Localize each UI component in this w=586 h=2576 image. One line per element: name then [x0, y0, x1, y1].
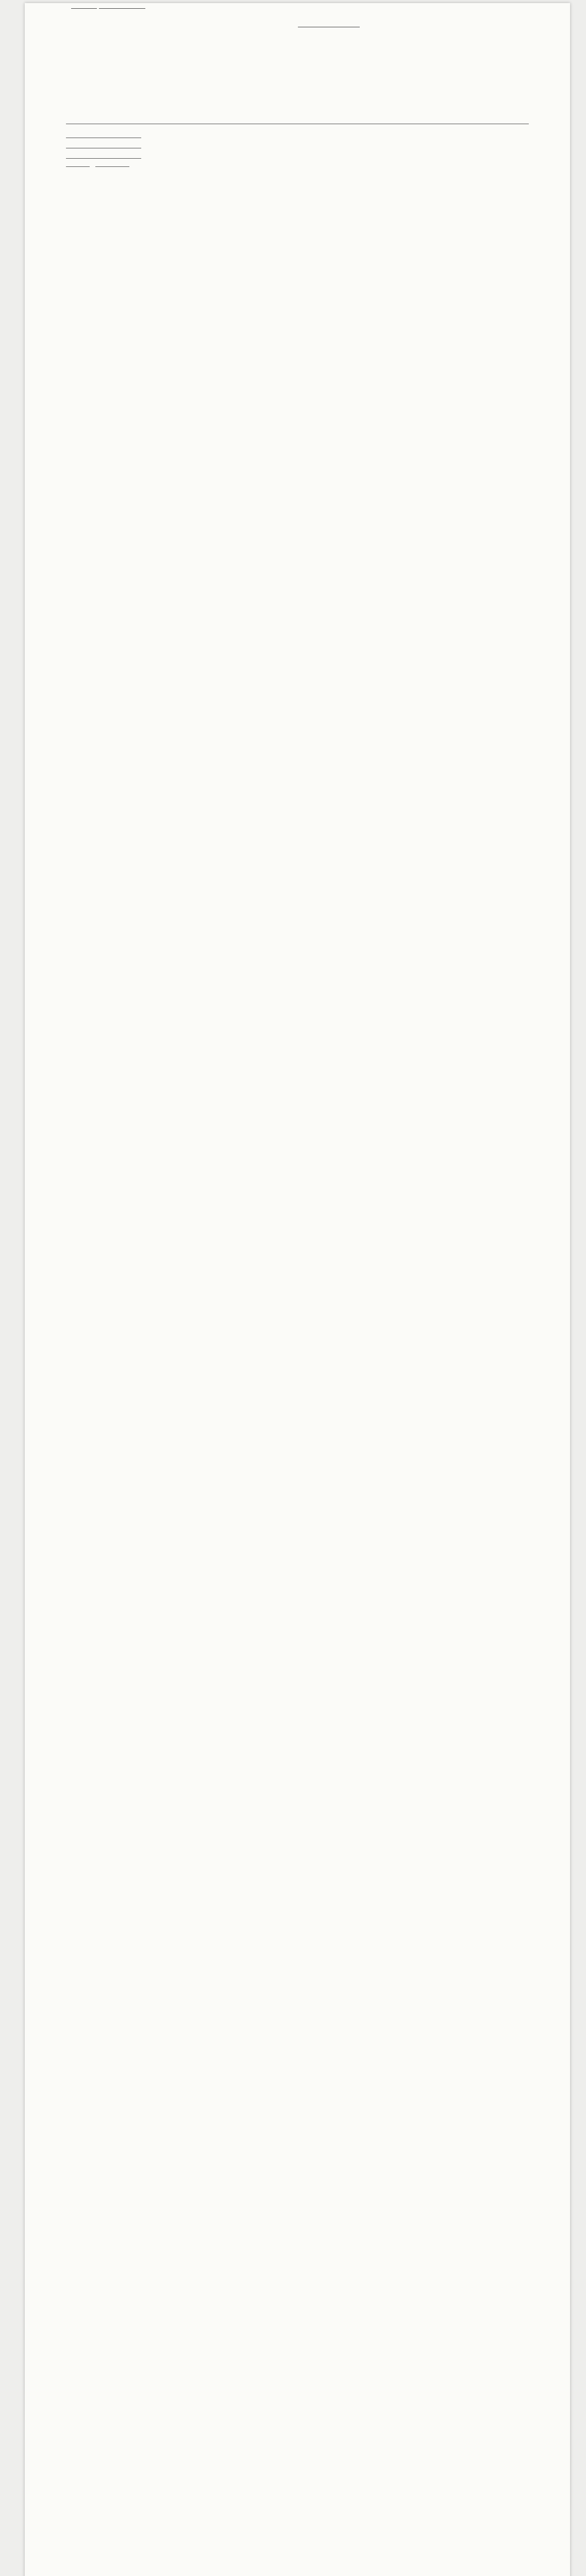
school-name	[66, 112, 529, 124]
footer	[71, 3, 524, 30]
protocol-number	[71, 8, 97, 9]
oblast-row	[66, 132, 141, 141]
protocol-line	[71, 3, 524, 11]
edrpou-value	[66, 158, 141, 159]
teachers-value	[95, 166, 129, 167]
document-sheet	[25, 3, 570, 2576]
students-row	[66, 161, 129, 170]
signature-line	[298, 19, 360, 27]
director-line	[71, 19, 524, 30]
students-value	[66, 166, 90, 167]
protocol-date	[99, 8, 145, 9]
district-row	[66, 142, 141, 151]
